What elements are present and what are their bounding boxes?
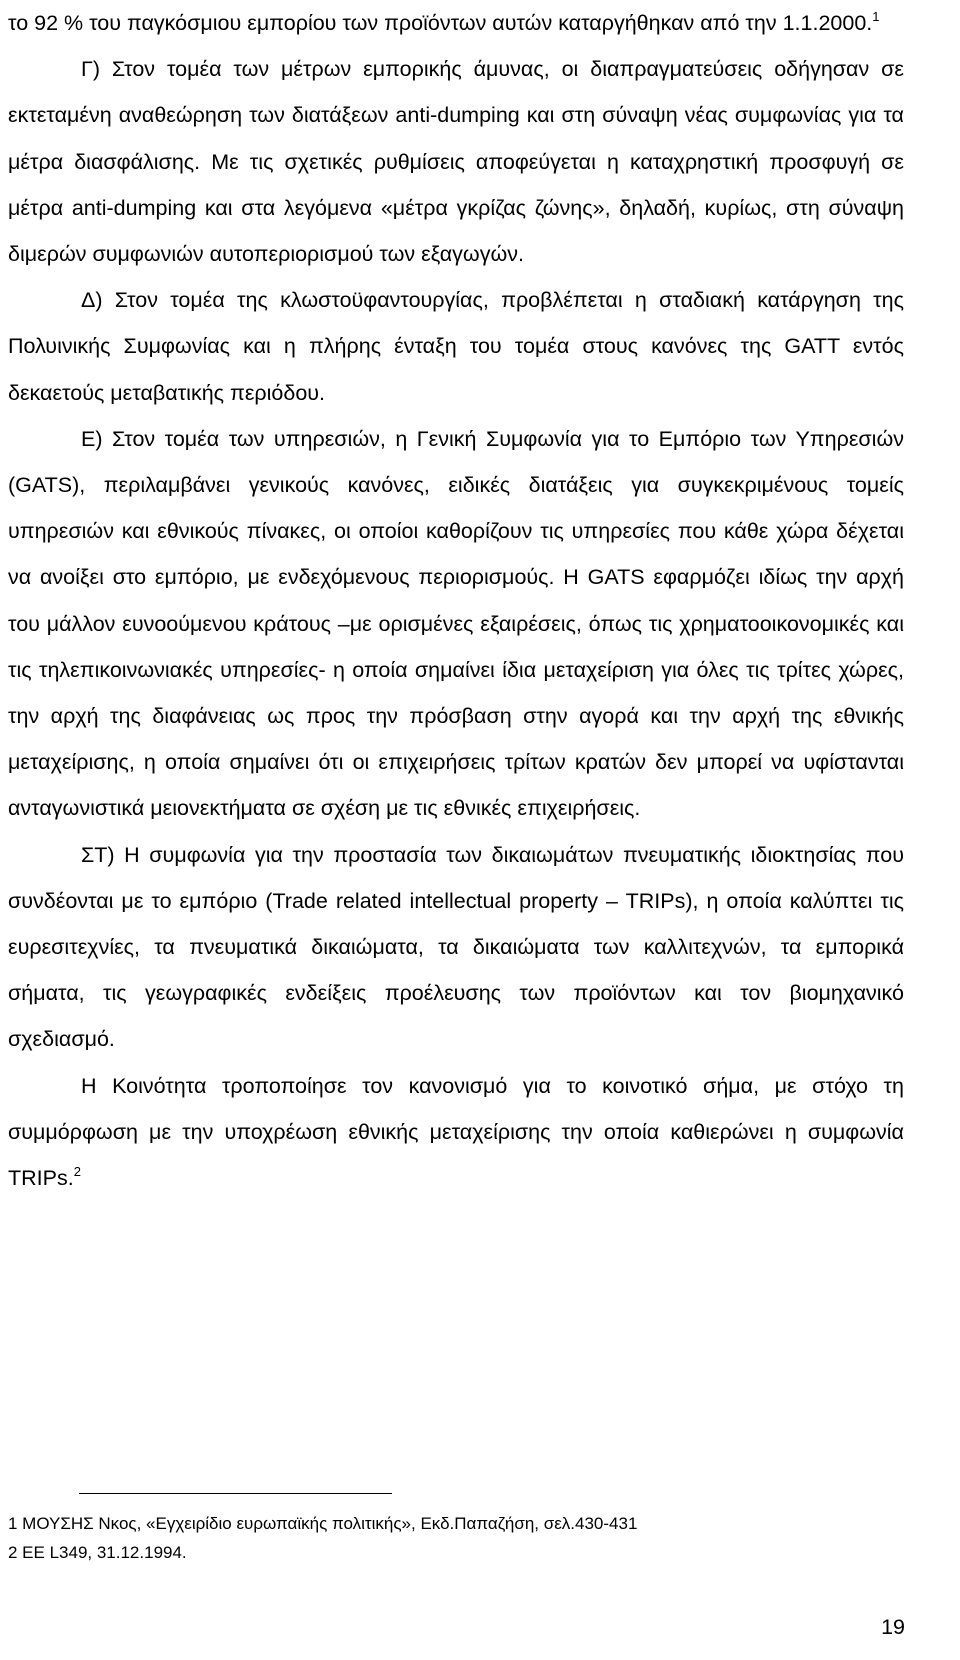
footnotes <box>8 1509 908 1567</box>
paragraph-services-gats: Ε) Στον τομέα των υπηρεσιών, η Γενική Συμφωνία για το Εμπόριο των Υπηρεσιών (GATS), περιλαμβάνει γενικούς κανόνες, ειδικές διατάξεις για συγκεκριμένους τομείς υπηρεσιών και εθνικούς πίνακες, οι οποίοι καθορίζουν τις υπηρεσίες που κάθε χώρα δέχεται να ανοίξει στο εμπόριο, με ενδεχόμενους περιορισμούς. Η GATS εφαρμόζει ιδίως την αρχή του μάλλον ευνοούμενου κράτους –με ορισμένες εξαιρέσεις, όπως τις χρηματοοικονομικές και τις τηλεπικοινωνιακές υπηρεσίες- η οποία σημαίνει ίδια μεταχείριση για όλες τις τρίτες χώρες, την αρχή της διαφάνειας ως προς την πρόσβαση στην αγορά και την αρχή της εθνικής μεταχείρισης, η οποία σημαίνει ότι οι επιχειρήσεις τρίτων κρατών δεν μπορεί να υφίστανται ανταγωνιστικά μειονεκτήματα σε σχέση με τις εθνικές επιχειρήσεις. <box>8 426 904 821</box>
paragraph-trade-defence: Γ) Στον τομέα των μέτρων εμπορικής άμυνας, οι διαπραγματεύσεις οδήγησαν σε εκτεταμένη αναθεώρηση των διατάξεων anti-dumping και στη σύναψη νέας συμφωνίας για τα μέτρα διασφάλισης. Με τις σχετικές ρυθμίσεις αποφεύγεται η καταχρηστική προσφυγή σε μέτρα anti-dumping και στα λεγόμενα «μέτρα γκρίζας ζώνης», δηλαδή, κυρίως, στη σύναψη διμερών συμφωνιών αυτοπεριορισμού των εξαγωγών. <box>8 57 904 267</box>
footnote-ref-2[interactable]: 2 <box>73 1164 81 1180</box>
footnote-2: 2 ΕΕ L349, 31.12.1994. <box>8 1543 187 1562</box>
footnote-1: 1 ΜΟΥΣΗΣ Νκος, «Εγχειρίδιο ευρωπαϊκής πολιτικής», Εκδ.Παπαζήση, σελ.430-431 <box>8 1514 638 1533</box>
paragraph-continuation: το 92 % του παγκόσμιου εμπορίου των προϊόντων αυτών καταργήθηκαν από την 1.1.2000.$^1$ <box>8 9 880 35</box>
footnote-separator <box>79 1493 392 1494</box>
paragraph-textiles: Δ) Στον τομέα της κλωστοϋφαντουργίας, προβλέπεται η σταδιακή κατάργηση της Πολυινικής Συμφωνίας και η πλήρης ένταξη του τομέα στους κανόνες της GATT εντός δεκαετούς μεταβατικής περιόδου. <box>8 288 904 405</box>
paragraph-community-trademark: Η Κοινότητα τροποποίησε τον κανονισμό για το κοινοτικό σήμα, με στόχο τη συμμόρφωση με την υποχρέωση εθνικής μεταχείρισης την οποία καθιερώνει η συμφωνία TRIPs.$^2$ <box>8 1073 904 1191</box>
body-text <box>8 0 904 1201</box>
paragraph-trips: ΣΤ) Η συμφωνία για την προστασία των δικαιωμάτων πνευματικής ιδιοκτησίας που συνδέονται με το εμπόριο (Trade related intellectual property – TRIPs), η οποία καλύπτει τις ευρεσιτεχνίες, τα πνευματικά δικαιώματα, τα δικαιώματα των καλλιτεχνών, τα εμπορικά σήματα, τις γεωγραφικές ενδείξεις προέλευσης των προϊόντων και τον βιομηχανικό σχεδιασμό. <box>8 842 904 1052</box>
page-number: 19 <box>881 1615 905 1639</box>
footnote-ref-1[interactable]: 1 <box>872 9 880 24</box>
